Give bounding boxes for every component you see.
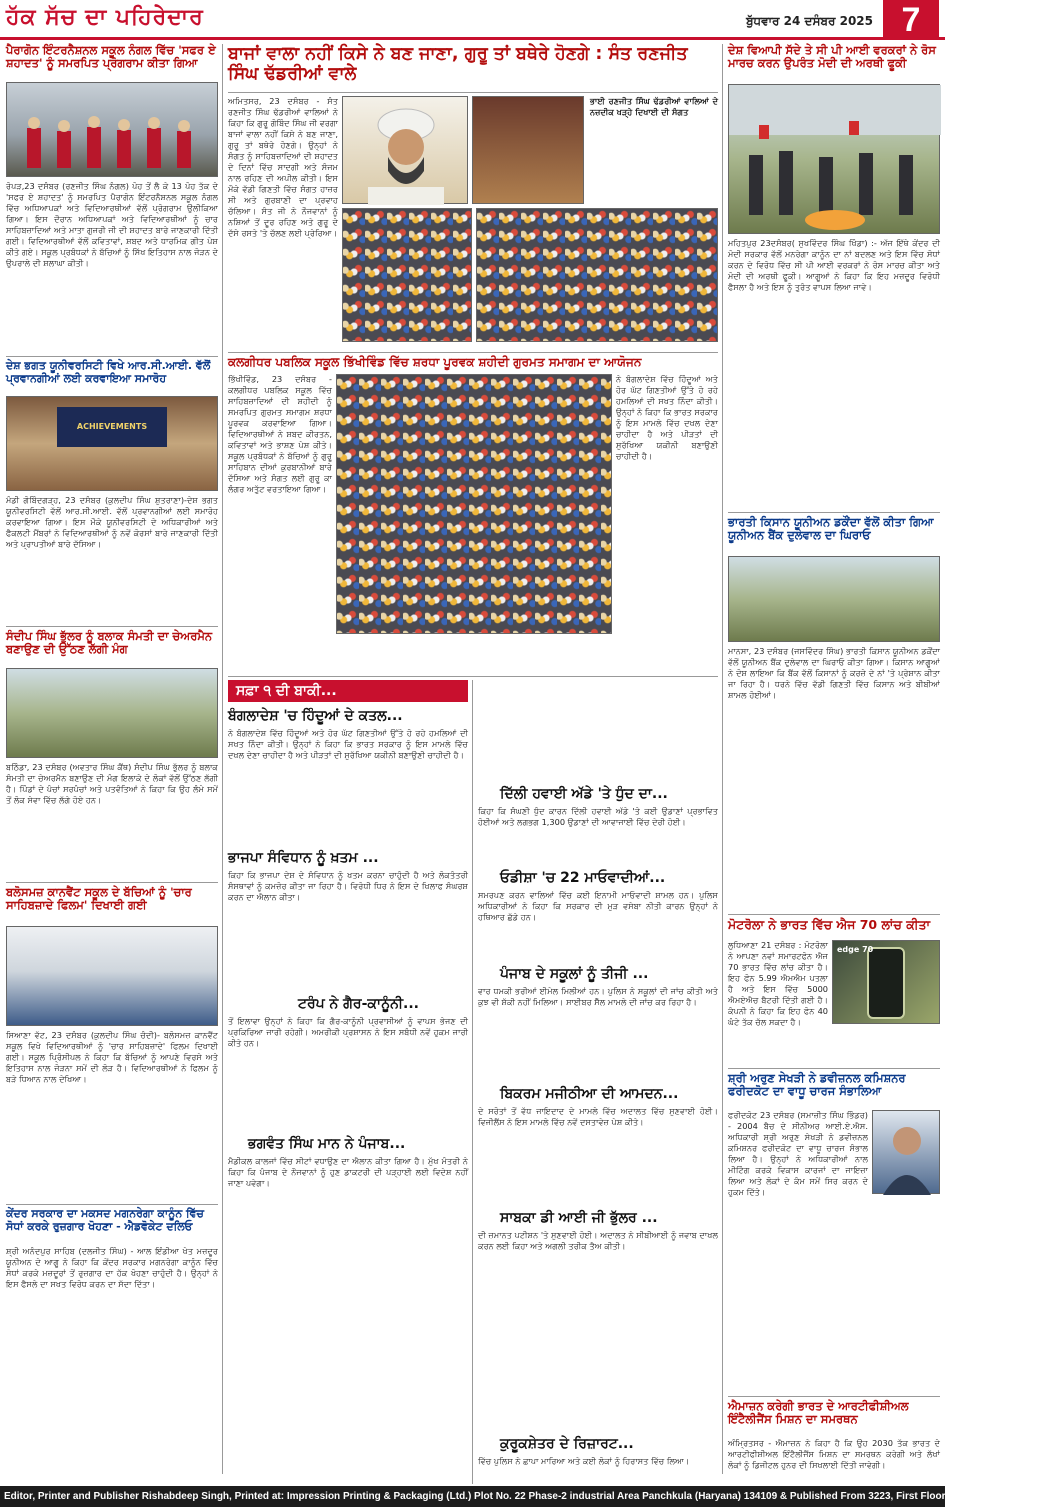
issue-date: ਬੁੱਧਵਾਰ 24 ਦਸੰਬਰ 2025 xyxy=(746,14,873,28)
divider xyxy=(228,352,718,353)
text-majithia: ਦੇ ਸਰੋਤਾਂ ਤੋਂ ਵੱਧ ਜਾਇਦਾਦ ਦੇ ਮਾਮਲੇ ਵਿੱਚ ਅਦਾਲਤ ਵਿੱਚ ਸੁਣਵਾਈ ਹੋਈ। ਵਿਜੀਲੈਂਸ ਨੇ ਇਸ ਮਾਮਲੇ ਵਿੱਚ ਨਵੇਂ ਦਸਤਾਵੇਜ਼ ਪੇਸ਼ ਕੀਤੇ। xyxy=(478,1106,718,1127)
subhead-delhi-fog: ਦਿੱਲੀ ਹਵਾਈ ਅੱਡੇ 'ਤੇ ਧੁੰਦ ਦਾ... xyxy=(500,786,668,802)
photo-school-samagam xyxy=(336,374,612,634)
article-paragon-school: ਰੋਪੜ,23 ਦਸੰਬਰ (ਰਣਜੀਤ ਸਿੰਘ ਨੰਗਲ) ਪੋਹ ਤੋਂ ਲੈ ਕੇ 13 ਪੋਹ ਤੱਕ ਦੇ 'ਸਫਰ ਏ ਸ਼ਹਾਦਤ' ਨੂੰ ਸਮਰਪਿਤ ਪੈਰਾਗੋਨ ਇੰਟਰਨੈਸ਼ਨਲ ਸਕੂਲ ਨੰਗਲ ਵਿੱਚ ਅਧਿਆਪਕਾਂ ਅਤੇ ਵਿਦਿਆਰਥੀਆਂ ਵੱਲੋਂ ਪ੍ਰੋਗਰਾਮ ਉਲੀਕਿਆ ਗਿਆ। ਇਸ ਦੌਰਾਨ ਅਧਿਆਪਕਾਂ ਅਤੇ ਵਿਦਿਆਰਥੀਆਂ ਨੂੰ ਚਾਰ ਸਾਹਿਬਜ਼ਾਦਿਆਂ ਅਤੇ ਮਾਤਾ ਗੁਜਰੀ ਜੀ ਦੀ ਸ਼ਹਾਦਤ ਬਾਰੇ ਜਾਣਕਾਰੀ ਦਿੱਤੀ ਗਈ। ਵਿਦਿਆਰਥੀਆਂ ਵੱਲੋਂ ਕਵਿਤਾਵਾਂ, ਸ਼ਬਦ ਅਤੇ ਧਾਰਮਿਕ ਗੀਤ ਪੇਸ਼ ਕੀਤੇ ਗਏ। ਸਕੂਲ ਪ੍ਰਬੰਧਕਾਂ ਨੇ ਬੱਚਿਆਂ ਨੂੰ ਸਿੱਖ ਇਤਿਹਾਸ ਨਾਲ ਜੋੜਨ ਦੇ ਉਪਰਾਲੇ ਦੀ ਸ਼ਲਾਘਾ ਕੀਤੀ। xyxy=(6,181,218,268)
text-punjab-schools: ਵਾਰ ਧਮਕੀ ਭਰੀਆਂ ਈਮੇਲ ਮਿਲੀਆਂ ਹਨ। ਪੁਲਿਸ ਨੇ ਸਕੂਲਾਂ ਦੀ ਜਾਂਚ ਕੀਤੀ ਅਤੇ ਕੁਝ ਵੀ ਸ਼ੱਕੀ ਨਹੀਂ ਮਿਲਿਆ। ਸਾਈਬਰ ਸੈੱਲ ਮਾਮਲੇ ਦੀ ਜਾਂਚ ਕਰ ਰਿਹਾ ਹੈ। xyxy=(478,986,718,1007)
headline-desh-bhagat: ਦੇਸ਼ ਭਗਤ ਯੂਨੀਵਰਸਿਟੀ ਵਿਖੇ ਆਰ.ਸੀ.ਆਈ. ਵੱਲੋਂ ਪ੍ਰਵਾਨਗੀਆਂ ਲਈ ਕਰਵਾਇਆ ਸਮਾਰੋਹ xyxy=(6,359,211,385)
article-amazon-ai: ਅੰਮ੍ਰਿਤਸਰ - ਐਮਾਜ਼ਨ ਨੇ ਕਿਹਾ ਹੈ ਕਿ ਉਹ 2030 ਤੱਕ ਭਾਰਤ ਦੇ ਆਰਟੀਫੀਸ਼ੀਅਲ ਇੰਟੈਲੀਜੈਂਸ ਮਿਸ਼ਨ ਦਾ ਸਮਰਥਨ ਕਰੇਗੀ ਅਤੇ ਲੱਖਾਂ ਲੋਕਾਂ ਨੂੰ ਡਿਜੀਟਲ ਹੁਨਰ ਦੀ ਸਿਖਲਾਈ ਦਿੱਤੀ ਜਾਵੇਗੀ। xyxy=(728,1438,940,1470)
photo-congregation-1 xyxy=(342,208,472,342)
divider xyxy=(6,626,218,627)
article-kalgidhar-school-cont: ਨੇ ਬੰਗਲਾਦੇਸ਼ ਵਿੱਚ ਹਿੰਦੂਆਂ ਅਤੇ ਹੋਰ ਘੱਟ ਗਿਣਤੀਆਂ ਉੱਤੇ ਹੋ ਰਹੇ ਹਮਲਿਆਂ ਦੀ ਸਖਤ ਨਿੰਦਾ ਕੀਤੀ। ਉਨ੍ਹਾਂ ਨੇ ਕਿਹਾ ਕਿ ਭਾਰਤ ਸਰਕਾਰ ਨੂੰ ਇਸ ਮਾਮਲੇ ਵਿੱਚ ਦਖਲ ਦੇਣਾ ਚਾਹੀਦਾ ਹੈ ਅਤੇ ਪੀੜਤਾਂ ਦੀ ਸੁਰੱਖਿਆ ਯਕੀਨੀ ਬਣਾਉਣੀ ਚਾਹੀਦੀ ਹੈ। xyxy=(616,374,718,461)
newspaper-logo xyxy=(6,4,206,36)
divider xyxy=(728,1396,940,1397)
subhead-bjp: ਭਾਜਪਾ ਸੰਵਿਧਾਨ ਨੂੰ ਖ਼ਤਮ ... xyxy=(228,850,379,866)
lead-headline: ਬਾਜਾਂ ਵਾਲਾ ਨਹੀਂ ਕਿਸੇ ਨੇ ਬਣ ਜਾਣਾ, ਗੁਰੂ ਤਾਂ ਬਥੇਰੇ ਹੋਣਗੇ : ਸੰਤ ਰਣਜੀਤ ਸਿੰਘ ਢੱਡਰੀਆਂ ਵਾਲੇ xyxy=(228,44,688,85)
headline-cpi-march: ਦੇਸ਼ ਵਿਆਪੀ ਸੱਦੇ ਤੇ ਸੀ ਪੀ ਆਈ ਵਰਕਰਾਂ ਨੇ ਰੋਸ ਮਾਰਚ ਕਰਨ ਉਪਰੰਤ ਮੋਦੀ ਦੀ ਅਰਥੀ ਫੂਕੀ xyxy=(728,43,936,71)
headline-blossoms-school: ਬਲੋਸਮਜ਼ ਕਾਨਵੈਂਟ ਸਕੂਲ ਦੇ ਬੱਚਿਆਂ ਨੂੰ 'ਚਾਰ ਸਾਹਿਬਜ਼ਾਦੇ ਫਿਲਮ' ਦਿਖਾਈ ਗਈ xyxy=(6,885,192,913)
headline-arun-sekhri: ਸ਼੍ਰੀ ਅਰੁਣ ਸੇਖੜੀ ਨੇ ਡਵੀਜ਼ਨਲ ਕਮਿਸ਼ਨਰ ਫਰੀਦਕੋਟ ਦਾ ਵਾਧੂ ਚਾਰਜ ਸੰਭਾਲਿਆ xyxy=(728,1071,906,1099)
imprint-footer: Editor, Printer and Publisher Rishabdeep Singh, Printed at: Impression Printing & Packaging (Ltd.) Plot No. 22 Phase-2 industrial Area Panchkula (Haryana) 134109 & Published From 3223, First Floor, Sector-35D, Chandigarh xyxy=(0,1486,945,1507)
article-arun-sekhri-lead: ਫਰੀਦਕੋਟ 23 ਦਸੰਬਰ (ਸਮਾਜ਼ੀਤ ਸਿੰਘ ਭਿੰਡਰ) - 2004 ਬੈਚ ਦੇ ਸੀਨੀਅਰ ਆਈ.ਏ.ਐਸ. ਅਧਿਕਾਰੀ ਸ਼੍ਰੀ ਅਰੁਣ ਸੇਖੜੀ ਨੇ ਡਵੀਜ਼ਨਲ ਕਮਿਸ਼ਨਰ ਫਰੀਦਕੋਟ ਦਾ ਵਾਧੂ ਚਾਰਜ ਸੰਭਾਲ ਲਿਆ ਹੈ। ਉਨ੍ਹਾਂ ਨੇ ਅਧਿਕਾਰੀਆਂ ਨਾਲ ਮੀਟਿੰਗ ਕਰਕੇ ਵਿਕਾਸ ਕਾਰਜਾਂ ਦਾ ਜਾਇਜ਼ਾ ਲਿਆ ਅਤੇ ਲੋਕਾਂ ਦੇ ਕੰਮ ਸਮੇਂ ਸਿਰ ਕਰਨ ਦੇ ਹੁਕਮ ਦਿੱਤੇ। xyxy=(728,1110,868,1197)
headline-mgnrega: ਕੇਂਦਰ ਸਰਕਾਰ ਦਾ ਮਕਸਦ ਮਗਨਰੇਗਾ ਕਾਨੂੰਨ ਵਿੱਚ ਸੋਧਾਂ ਕਰਕੇ ਰੁਜ਼ਗਾਰ ਖੋਹਣਾ - ਐਡਵੋਕੇਟ ਦਲਿਓ xyxy=(6,1207,204,1233)
continued-banner: ਸਫ਼ਾ ੧ ਦੀ ਬਾਕੀ... xyxy=(228,680,468,702)
photo-sandeep-bhullar xyxy=(6,668,218,758)
headline-kalgidhar-school: ਕਲਗੀਧਰ ਪਬਲਿਕ ਸਕੂਲ ਭਿੱਖੀਵਿੰਡ ਵਿੱਚ ਸ਼ਰਧਾ ਪੂਰਵਕ ਸ਼ਹੀਦੀ ਗੁਰਮਤ ਸਮਾਗਮ ਦਾ ਆਯੋਜਨ xyxy=(228,355,642,369)
text-bjp: ਕਿਹਾ ਕਿ ਭਾਜਪਾ ਦੇਸ਼ ਦੇ ਸੰਵਿਧਾਨ ਨੂੰ ਖਤਮ ਕਰਨਾ ਚਾਹੁੰਦੀ ਹੈ ਅਤੇ ਲੋਕਤੰਤਰੀ ਸੰਸਥਾਵਾਂ ਨੂੰ ਕਮਜ਼ੋਰ ਕੀਤਾ ਜਾ ਰਿਹਾ ਹੈ। ਵਿਰੋਧੀ ਧਿਰ ਨੇ ਇਸ ਦੇ ਖਿਲਾਫ ਸੰਘਰਸ਼ ਕਰਨ ਦਾ ਐਲਾਨ ਕੀਤਾ। xyxy=(228,870,468,902)
article-motorola: ਲੁਧਿਆਣਾ 21 ਦਸੰਬਰ : ਮੋਟਰੋਲਾ ਨੇ ਆਪਣਾ ਨਵਾਂ ਸਮਾਰਟਫੋਨ ਐਜ 70 ਭਾਰਤ ਵਿੱਚ ਲਾਂਚ ਕੀਤਾ ਹੈ। ਇਹ ਫੋਨ 5.99 ਐਮਐਮ ਪਤਲਾ ਹੈ ਅਤੇ ਇਸ ਵਿੱਚ 5000 ਐਮਏਐਚ ਬੈਟਰੀ ਦਿੱਤੀ ਗਈ ਹੈ। ਕੰਪਨੀ ਨੇ ਕਿਹਾ ਕਿ ਇਹ ਫੋਨ 40 ਘੰਟੇ ਤੱਕ ਚੱਲ ਸਕਦਾ ਹੈ। xyxy=(728,940,828,1027)
divider xyxy=(228,676,718,677)
photo-cpi-march xyxy=(728,84,940,234)
subhead-kurukshetra: ਕੁਰੂਕਸ਼ੇਤਰ ਦੇ ਰਿਜ਼ਾਰਟ... xyxy=(500,1436,634,1452)
headline-motorola: ਮੋਟਰੋਲਾ ਨੇ ਭਾਰਤ ਵਿੱਚ ਐਜ 70 ਲਾਂਚ ਕੀਤਾ xyxy=(728,917,931,932)
text-odisha: ਸਮਰਪਣ ਕਰਨ ਵਾਲਿਆਂ ਵਿੱਚ ਕਈ ਇਨਾਮੀ ਮਾਓਵਾਦੀ ਸ਼ਾਮਲ ਹਨ। ਪੁਲਿਸ ਅਧਿਕਾਰੀਆਂ ਨੇ ਕਿਹਾ ਕਿ ਸਰਕਾਰ ਦੀ ਮੁੜ ਵਸੇਬਾ ਨੀਤੀ ਕਾਰਨ ਉਨ੍ਹਾਂ ਨੇ ਹਥਿਆਰ ਛੱਡੇ ਹਨ। xyxy=(478,890,718,922)
subhead-odisha: ਓਡੀਸ਼ਾ 'ਚ 22 ਮਾਓਵਾਦੀਆਂ... xyxy=(500,870,666,886)
column-rule xyxy=(222,44,223,1474)
subhead-mann: ਭਗਵੰਤ ਸਿੰਘ ਮਾਨ ਨੇ ਪੰਜਾਬ... xyxy=(248,1136,406,1152)
text-delhi-fog: ਕਿਹਾ ਕਿ ਸੰਘਣੀ ਧੁੰਦ ਕਾਰਨ ਦਿੱਲੀ ਹਵਾਈ ਅੱਡੇ 'ਤੇ ਕਈ ਉਡਾਣਾਂ ਪ੍ਰਭਾਵਿਤ ਹੋਈਆਂ ਅਤੇ ਲਗਭਗ 1,300 ਉਡਾਣਾਂ ਦੀ ਆਵਾਜਾਈ ਵਿੱਚ ਦੇਰੀ ਹੋਈ। xyxy=(478,806,718,827)
subhead-punjab-schools: ਪੰਜਾਬ ਦੇ ਸਕੂਲਾਂ ਨੂੰ ਤੀਜੀ ... xyxy=(500,966,649,982)
page-number: 7 xyxy=(883,0,939,40)
article-bku-dakaunda: ਮਾਨਸਾ, 23 ਦਸੰਬਰ (ਜਸਵਿੰਦਰ ਸਿੰਘ) ਭਾਰਤੀ ਕਿਸਾਨ ਯੂਨੀਅਨ ਡਕੌਂਦਾ ਵੱਲੋਂ ਯੂਨੀਅਨ ਬੈਂਕ ਦੁਲੇਵਾਲ ਦਾ ਘਿਰਾਓ ਕੀਤਾ ਗਿਆ। ਕਿਸਾਨ ਆਗੂਆਂ ਨੇ ਦੋਸ਼ ਲਾਇਆ ਕਿ ਬੈਂਕ ਵੱਲੋਂ ਕਿਸਾਨਾਂ ਨੂੰ ਕਰਜ਼ੇ ਦੇ ਨਾਂ 'ਤੇ ਪ੍ਰੇਸ਼ਾਨ ਕੀਤਾ ਜਾ ਰਿਹਾ ਹੈ। ਧਰਨੇ ਵਿੱਚ ਵੱਡੀ ਗਿਣਤੀ ਵਿੱਚ ਕਿਸਾਨ ਅਤੇ ਬੀਬੀਆਂ ਸ਼ਾਮਲ ਹੋਈਆਂ। xyxy=(728,646,940,700)
divider xyxy=(228,92,718,93)
photo-phone xyxy=(832,940,940,1024)
person-icon xyxy=(873,1111,941,1195)
article-blossoms-school: ਸਿਆਣਾ ਵੱਟ, 23 ਦਸੰਬਰ (ਕੁਲਦੀਪ ਸਿੰਘ ਚੰਦੀ)- ਬਲੋਸਮਜ਼ ਕਾਨਵੈਂਟ ਸਕੂਲ ਵਿਖੇ ਵਿਦਿਆਰਥੀਆਂ ਨੂੰ 'ਚਾਰ ਸਾਹਿਬਜ਼ਾਦੇ' ਫਿਲਮ ਦਿਖਾਈ ਗਈ। ਸਕੂਲ ਪ੍ਰਿੰਸੀਪਲ ਨੇ ਕਿਹਾ ਕਿ ਬੱਚਿਆਂ ਨੂੰ ਆਪਣੇ ਵਿਰਸੇ ਅਤੇ ਇਤਿਹਾਸ ਨਾਲ ਜੋੜਨਾ ਸਮੇਂ ਦੀ ਲੋੜ ਹੈ। ਵਿਦਿਆਰਥੀਆਂ ਨੇ ਫਿਲਮ ਨੂੰ ਬੜੇ ਧਿਆਨ ਨਾਲ ਦੇਖਿਆ। xyxy=(6,1030,218,1084)
headline-amazon-ai: ਐਮਾਜ਼ਨ ਕਰੇਗੀ ਭਾਰਤ ਦੇ ਆਰਟੀਫੀਸ਼ੀਅਲ ਇੰਟੈਲੀਜੈਂਸ ਮਿਸ਼ਨ ਦਾ ਸਮਰਥਨ xyxy=(728,1399,909,1427)
divider xyxy=(6,356,218,357)
phone-icon xyxy=(867,947,905,1019)
headline-paragon-school: ਪੈਰਾਗੋਨ ਇੰਟਰਨੈਸ਼ਨਲ ਸਕੂਲ ਨੰਗਲ ਵਿੱਚ 'ਸਫਰ ਏ ਸ਼ਹਾਦਤ' ਨੂੰ ਸਮਰਪਿਤ ਪ੍ਰੋਗਰਾਮ ਕੀਤਾ ਗਿਆ xyxy=(6,43,216,71)
text-kurukshetra: ਵਿੱਚ ਪੁਲਿਸ ਨੇ ਛਾਪਾ ਮਾਰਿਆ ਅਤੇ ਕਈ ਲੋਕਾਂ ਨੂੰ ਹਿਰਾਸਤ ਵਿੱਚ ਲਿਆ। xyxy=(478,1456,690,1466)
masthead xyxy=(0,0,945,40)
subhead-majithia: ਬਿਕਰਮ ਮਜੀਠੀਆ ਦੀ ਆਮਦਨ... xyxy=(500,1086,679,1102)
divider xyxy=(728,1068,940,1069)
text-mann: ਮੈਡੀਕਲ ਕਾਲਜਾਂ ਵਿੱਚ ਸੀਟਾਂ ਵਧਾਉਣ ਦਾ ਐਲਾਨ ਕੀਤਾ ਗਿਆ ਹੈ। ਮੁੱਖ ਮੰਤਰੀ ਨੇ ਕਿਹਾ ਕਿ ਪੰਜਾਬ ਦੇ ਨੌਜਵਾਨਾਂ ਨੂੰ ਹੁਣ ਡਾਕਟਰੀ ਦੀ ਪੜ੍ਹਾਈ ਲਈ ਵਿਦੇਸ਼ ਨਹੀਂ ਜਾਣਾ ਪਵੇਗਾ। xyxy=(228,1156,468,1188)
protest-illustration xyxy=(729,85,941,235)
photo-desh-bhagat-event xyxy=(6,396,218,491)
photo-stage xyxy=(472,96,584,204)
column-rule xyxy=(472,680,473,1484)
photo-caption: ਭਾਈ ਰਣਜੀਤ ਸਿੰਘ ਢੱਡਰੀਆਂ ਵਾਲਿਆਂ ਦੇ ਨਜ਼ਦੀਕ ਖੜ੍ਹੇ ਦਿਖਾਈ ਦੀ ਸੰਗਤ xyxy=(590,96,718,117)
text-trump: ਤੋਂ ਇਲਾਵਾ ਉਨ੍ਹਾਂ ਨੇ ਕਿਹਾ ਕਿ ਗੈਰ-ਕਾਨੂੰਨੀ ਪ੍ਰਵਾਸੀਆਂ ਨੂੰ ਵਾਪਸ ਭੇਜਣ ਦੀ ਪ੍ਰਕਿਰਿਆ ਜਾਰੀ ਰਹੇਗੀ। ਅਮਰੀਕੀ ਪ੍ਰਸ਼ਾਸਨ ਨੇ ਇਸ ਸਬੰਧੀ ਨਵੇਂ ਹੁਕਮ ਜਾਰੀ ਕੀਤੇ ਹਨ। xyxy=(228,1016,468,1048)
photo-congregation-2 xyxy=(476,208,718,342)
lead-article-text: ਅਮਿਤਸਰ, 23 ਦਸੰਬਰ - ਸੰਤ ਰਣਜੀਤ ਸਿੰਘ ਢੱਡਰੀਆਂ ਵਾਲਿਆਂ ਨੇ ਕਿਹਾ ਕਿ ਗੁਰੂ ਗੋਬਿੰਦ ਸਿੰਘ ਜੀ ਵਰਗਾ ਬਾਜਾਂ ਵਾਲਾ ਨਹੀਂ ਕਿਸੇ ਨੇ ਬਣ ਜਾਣਾ, ਗੁਰੂ ਤਾਂ ਬਥੇਰੇ ਹੋਣਗੇ। ਉਨ੍ਹਾਂ ਨੇ ਸੰਗਤ ਨੂੰ ਸਾਹਿਬਜ਼ਾਦਿਆਂ ਦੀ ਸ਼ਹਾਦਤ ਦੇ ਦਿਨਾਂ ਵਿੱਚ ਸਾਦਗੀ ਅਤੇ ਸੰਜਮ ਨਾਲ ਰਹਿਣ ਦੀ ਅਪੀਲ ਕੀਤੀ। ਇਸ ਮੌਕੇ ਵੱਡੀ ਗਿਣਤੀ ਵਿੱਚ ਸੰਗਤ ਹਾਜ਼ਰ ਸੀ ਅਤੇ ਗੁਰਬਾਣੀ ਦਾ ਪ੍ਰਵਾਹ ਚੱਲਿਆ। ਸੰਤ ਜੀ ਨੇ ਨੌਜਵਾਨਾਂ ਨੂੰ ਨਸ਼ਿਆਂ ਤੋਂ ਦੂਰ ਰਹਿਣ ਅਤੇ ਗੁਰੂ ਦੇ ਦੱਸੇ ਰਸਤੇ 'ਤੇ ਚੱਲਣ ਲਈ ਪ੍ਰੇਰਿਆ। xyxy=(228,96,338,238)
photo-arun-sekhri xyxy=(872,1110,940,1194)
logo-text: ਹੱਕ ਸੱਚ ਦਾ ਪਹਿਰੇਦਾਰ xyxy=(6,4,204,30)
article-cpi-march: ਮਹਿਤਪੁਰ 23ਦਸੰਬਰ( ਸੁਖਵਿੰਦਰ ਸਿੰਘ ਖਿੰਡਾ) :- ਅੱਜ ਇੱਥੇ ਕੇਂਦਰ ਦੀ ਮੋਦੀ ਸਰਕਾਰ ਵੱਲੋਂ ਮਨਰੇਗਾ ਕਾਨੂੰਨ ਦਾ ਨਾਂ ਬਦਲਣ ਅਤੇ ਇਸ ਵਿੱਚ ਸੋਧਾਂ ਕਰਨ ਦੇ ਵਿਰੋਧ ਵਿੱਚ ਸੀ ਪੀ ਆਈ ਵਰਕਰਾਂ ਨੇ ਰੋਸ ਮਾਰਚ ਕੀਤਾ ਅਤੇ ਮੋਦੀ ਦੀ ਅਰਥੀ ਫੂਕੀ। ਆਗੂਆਂ ਨੇ ਕਿਹਾ ਕਿ ਇਹ ਮਜ਼ਦੂਰ ਵਿਰੋਧੀ ਫੈਸਲਾ ਹੈ ਅਤੇ ਇਸ ਨੂੰ ਤੁਰੰਤ ਵਾਪਸ ਲਿਆ ਜਾਵੇ। xyxy=(728,238,940,292)
column-rule xyxy=(722,44,723,1474)
divider xyxy=(728,512,940,513)
photo-school-program xyxy=(6,82,218,177)
article-kalgidhar-school: ਭਿੱਖੀਵਿੰਡ, 23 ਦਸੰਬਰ - ਕਲਗੀਧਰ ਪਬਲਿਕ ਸਕੂਲ ਵਿੱਚ ਸਾਹਿਬਜ਼ਾਦਿਆਂ ਦੀ ਸ਼ਹੀਦੀ ਨੂੰ ਸਮਰਪਿਤ ਗੁਰਮਤ ਸਮਾਗਮ ਸ਼ਰਧਾ ਪੂਰਵਕ ਕਰਵਾਇਆ ਗਿਆ। ਵਿਦਿਆਰਥੀਆਂ ਨੇ ਸ਼ਬਦ ਕੀਰਤਨ, ਕਵਿਤਾਵਾਂ ਅਤੇ ਭਾਸ਼ਣ ਪੇਸ਼ ਕੀਤੇ। ਸਕੂਲ ਪ੍ਰਬੰਧਕਾਂ ਨੇ ਬੱਚਿਆਂ ਨੂੰ ਗੁਰੂ ਸਾਹਿਬਾਨ ਦੀਆਂ ਕੁਰਬਾਨੀਆਂ ਬਾਰੇ ਦੱਸਿਆ ਅਤੇ ਸੰਗਤ ਲਈ ਗੁਰੂ ਕਾ ਲੰਗਰ ਅਤੁੱਟ ਵਰਤਾਇਆ ਗਿਆ। xyxy=(228,374,332,494)
subhead-trump: ਟਰੰਪ ਨੇ ਗੈਰ-ਕਾਨੂੰਨੀ... xyxy=(298,996,419,1012)
divider xyxy=(728,914,940,915)
headline-sandeep-bhullar: ਸੰਦੀਪ ਸਿੰਘ ਭੁੱਲਰ ਨੂੰ ਬਲਾਕ ਸੰਮਤੀ ਦਾ ਚੇਅਰਮੈਨ ਬਣਾਉਣ ਦੀ ਉੱਠਣ ਲੱਗੀ ਮੰਗ xyxy=(6,629,213,657)
photo-classroom xyxy=(6,926,218,1026)
achievements-banner: ACHIEVEMENTS xyxy=(57,407,167,447)
headline-bku-dakaunda: ਭਾਰਤੀ ਕਿਸਾਨ ਯੂਨੀਅਨ ਡਕੌਂਦਾ ਵੱਲੋਂ ਕੀਤਾ ਗਿਆ ਯੂਨੀਅਨ ਬੈਂਕ ਦੁਲੇਵਾਲ ਦਾ ਘਿਰਾਓ xyxy=(728,515,934,543)
photo-farmers-protest xyxy=(728,556,940,642)
subhead-dig-bhullar: ਸਾਬਕਾ ਡੀ ਆਈ ਜੀ ਭੁੱਲਰ ... xyxy=(500,1210,658,1226)
article-desh-bhagat: ਮੰਡੀ ਗੋਬਿੰਦਗੜ੍ਹ, 23 ਦਸੰਬਰ (ਕੁਲਦੀਪ ਸਿੰਘ ਸ਼ੁਤਰਾਣਾ)-ਦੇਸ਼ ਭਗਤ ਯੂਨੀਵਰਸਿਟੀ ਵੱਲੋਂ ਆਰ.ਸੀ.ਆਈ. ਵੱਲੋਂ ਪ੍ਰਵਾਨਗੀਆਂ ਲਈ ਸਮਾਰੋਹ ਕਰਵਾਇਆ ਗਿਆ। ਇਸ ਮੌਕੇ ਯੂਨੀਵਰਸਿਟੀ ਦੇ ਅਧਿਕਾਰੀਆਂ ਅਤੇ ਫੈਕਲਟੀ ਮੈਂਬਰਾਂ ਨੇ ਵਿਦਿਆਰਥੀਆਂ ਨੂੰ ਨਵੇਂ ਕੋਰਸਾਂ ਬਾਰੇ ਜਾਣਕਾਰੀ ਦਿੱਤੀ ਅਤੇ ਪ੍ਰਾਪਤੀਆਂ ਬਾਰੇ ਦੱਸਿਆ। xyxy=(6,495,218,549)
people-illustration xyxy=(7,83,219,178)
subhead-bangladesh: ਬੰਗਲਾਦੇਸ਼ 'ਚ ਹਿੰਦੂਆਂ ਦੇ ਕਤਲ... xyxy=(228,708,403,724)
portrait-illustration xyxy=(343,97,469,205)
divider xyxy=(6,1204,218,1205)
phone-model-label: edge 70 xyxy=(837,945,874,954)
article-mgnrega: ਸ਼੍ਰੀ ਅਨੰਦਪੁਰ ਸਾਹਿਬ (ਦਲਜੀਤ ਸਿੰਘ) - ਆਲ ਇੰਡੀਆ ਖੇਤ ਮਜ਼ਦੂਰ ਯੂਨੀਅਨ ਦੇ ਆਗੂ ਨੇ ਕਿਹਾ ਕਿ ਕੇਂਦਰ ਸਰਕਾਰ ਮਗਨਰੇਗਾ ਕਾਨੂੰਨ ਵਿੱਚ ਸੋਧਾਂ ਕਰਕੇ ਮਜ਼ਦੂਰਾਂ ਤੋਂ ਰੁਜ਼ਗਾਰ ਦਾ ਹੱਕ ਖੋਹਣਾ ਚਾਹੁੰਦੀ ਹੈ। ਉਨ੍ਹਾਂ ਨੇ ਇਸ ਫੈਸਲੇ ਦਾ ਸਖਤ ਵਿਰੋਧ ਕਰਨ ਦਾ ਸੱਦਾ ਦਿੱਤਾ। xyxy=(6,1246,218,1289)
article-sandeep-bhullar: ਬਠਿੰਡਾ, 23 ਦਸੰਬਰ (ਅਵਤਾਰ ਸਿੰਘ ਕੈਂਥ) ਸੰਦੀਪ ਸਿੰਘ ਭੁੱਲਰ ਨੂੰ ਬਲਾਕ ਸੰਮਤੀ ਦਾ ਚੇਅਰਮੈਨ ਬਣਾਉਣ ਦੀ ਮੰਗ ਇਲਾਕੇ ਦੇ ਲੋਕਾਂ ਵੱਲੋਂ ਉੱਠਣ ਲੱਗੀ ਹੈ। ਪਿੰਡਾਂ ਦੇ ਪੰਚਾਂ ਸਰਪੰਚਾਂ ਅਤੇ ਪਤਵੰਤਿਆਂ ਨੇ ਕਿਹਾ ਕਿ ਉਹ ਲੰਮੇ ਸਮੇਂ ਤੋਂ ਲੋਕ ਸੇਵਾ ਵਿੱਚ ਲੱਗੇ ਹੋਏ ਹਨ। xyxy=(6,762,218,805)
text-bangladesh: ਨੇ ਬੰਗਲਾਦੇਸ਼ ਵਿੱਚ ਹਿੰਦੂਆਂ ਅਤੇ ਹੋਰ ਘੱਟ ਗਿਣਤੀਆਂ ਉੱਤੇ ਹੋ ਰਹੇ ਹਮਲਿਆਂ ਦੀ ਸਖਤ ਨਿੰਦਾ ਕੀਤੀ। ਉਨ੍ਹਾਂ ਨੇ ਕਿਹਾ ਕਿ ਭਾਰਤ ਸਰਕਾਰ ਨੂੰ ਇਸ ਮਾਮਲੇ ਵਿੱਚ ਦਖਲ ਦੇਣਾ ਚਾਹੀਦਾ ਹੈ ਅਤੇ ਪੀੜਤਾਂ ਦੀ ਸੁਰੱਖਿਆ ਯਕੀਨੀ ਬਣਾਉਣੀ ਚਾਹੀਦੀ ਹੈ। xyxy=(228,728,468,760)
photo-sant-portrait xyxy=(342,96,468,204)
divider xyxy=(6,882,218,883)
text-dig-bhullar: ਦੀ ਜ਼ਮਾਨਤ ਪਟੀਸ਼ਨ 'ਤੇ ਸੁਣਵਾਈ ਹੋਈ। ਅਦਾਲਤ ਨੇ ਸੀਬੀਆਈ ਨੂੰ ਜਵਾਬ ਦਾਖਲ ਕਰਨ ਲਈ ਕਿਹਾ ਅਤੇ ਅਗਲੀ ਤਰੀਕ ਤੈਅ ਕੀਤੀ। xyxy=(478,1230,718,1251)
